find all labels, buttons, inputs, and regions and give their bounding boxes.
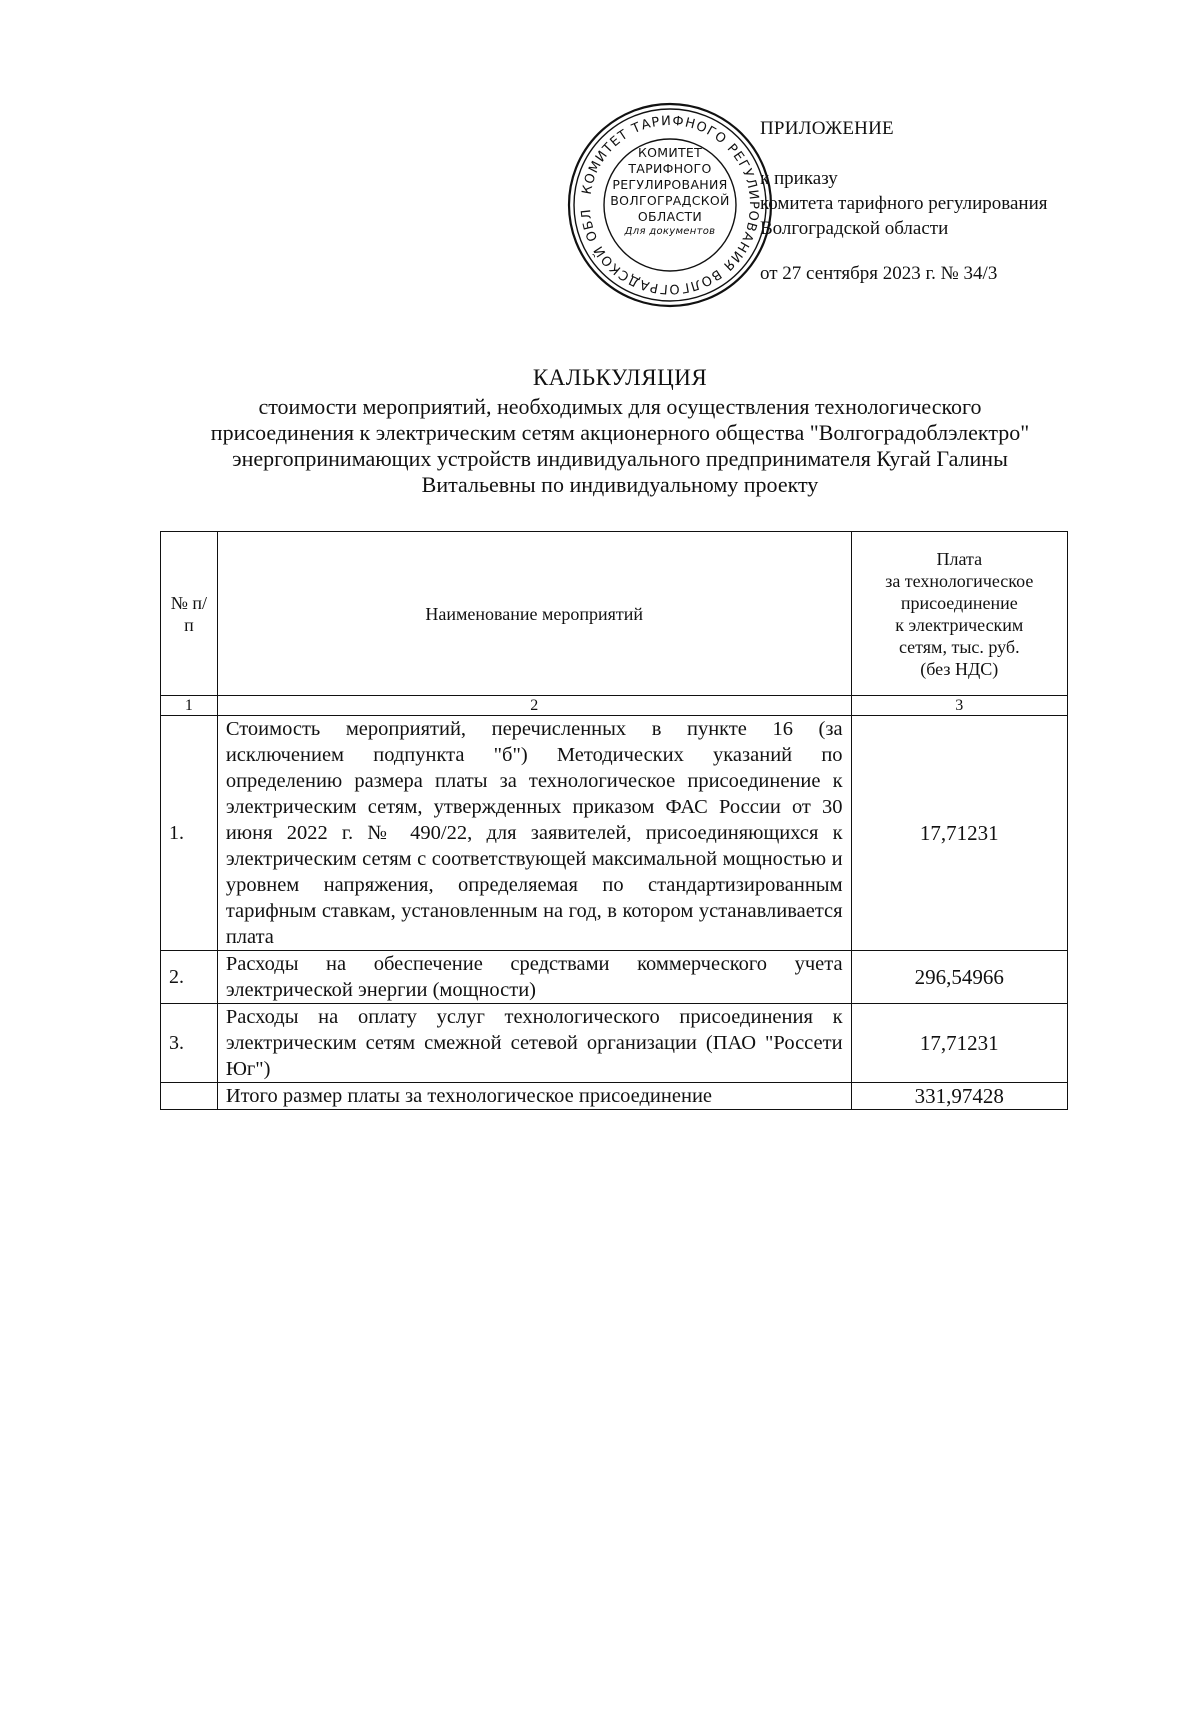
header-value-line: присоединение bbox=[900, 592, 1018, 613]
total-value: 331,97428 bbox=[851, 1083, 1067, 1110]
table-header-row bbox=[161, 532, 1068, 696]
subtitle-line: Витальевны по индивидуальному проекту bbox=[421, 472, 819, 497]
appendix-line-3: Волгоградской области bbox=[760, 218, 949, 239]
table-row bbox=[161, 716, 1068, 951]
header-number: № п/п bbox=[161, 532, 218, 696]
appendix-line-1: к приказу bbox=[760, 168, 838, 189]
calculation-table bbox=[160, 531, 1068, 1110]
seal-center-text: КОМИТЕТ ТАРИФНОГО РЕГУЛИРОВАНИЯ ВОЛГОГРАДСКОЙ ОБЛАСТИ Для документов bbox=[610, 145, 730, 237]
official-seal bbox=[565, 100, 775, 310]
column-number: 1 bbox=[161, 696, 218, 716]
seal-ring-text: КОМИТЕТ ТАРИФНОГО РЕГУЛИРОВАНИЯ ВОЛГОГРАДСКОЙ ОБЛ bbox=[578, 113, 762, 297]
column-number-row bbox=[161, 696, 1068, 716]
table-row bbox=[161, 1004, 1068, 1083]
appendix-header bbox=[760, 115, 1048, 284]
appendix-line-2: комитета тарифного регулирования bbox=[760, 193, 1048, 214]
subtitle-line: присоединения к электрическим сетям акционерного общества "Волгоградоблэлектро" bbox=[210, 420, 1030, 445]
row-number: 3. bbox=[161, 1004, 218, 1083]
subtitle-line: энергопринимающих устройств индивидуального предпринимателя Кугай Галины bbox=[232, 446, 1008, 471]
row-description: Расходы на оплату услуг технологического присоединения к электрическим сетям смежной сетевой организации (ПАО "Россети Юг") bbox=[217, 1004, 851, 1083]
total-number bbox=[161, 1083, 218, 1110]
header-value-line: (без НДС) bbox=[920, 658, 999, 679]
row-description: Расходы на обеспечение средствами коммерческого учета электрической энергии (мощности) bbox=[217, 951, 851, 1004]
total-label: Итого размер платы за технологическое присоединение bbox=[217, 1083, 851, 1110]
table-row bbox=[161, 951, 1068, 1004]
header-name: Наименование мероприятий bbox=[217, 532, 851, 696]
document-title-block bbox=[150, 365, 1090, 498]
appendix-title: ПРИЛОЖЕНИЕ bbox=[760, 118, 894, 139]
row-number: 1. bbox=[161, 716, 218, 951]
header-value-line: Плата bbox=[936, 548, 983, 569]
row-value: 296,54966 bbox=[851, 951, 1067, 1004]
header-value bbox=[851, 532, 1067, 696]
document-title: КАЛЬКУЛЯЦИЯ bbox=[532, 365, 708, 390]
row-number: 2. bbox=[161, 951, 218, 1004]
header-value-line: за технологическое bbox=[885, 570, 1034, 591]
total-row bbox=[161, 1083, 1068, 1110]
row-description: Стоимость мероприятий, перечисленных в пункте 16 (за исключением подпункта "б") Методических указаний по определению размера платы за технологическое присоединение к электрическим сетям, утвержденных приказом ФАС России от 30 июня 2022 г. № 490/22, для заявителей, присоединяющихся к электрическим сетям с соответствующей максимальной мощностью и уровнем напряжения, определяемая по стандартизированным тарифным ставкам, установленным на год, в котором устанавливается плата bbox=[217, 716, 851, 951]
subtitle-line: стоимости мероприятий, необходимых для осуществления технологического bbox=[258, 394, 982, 419]
header-value-line: к электрическим bbox=[895, 614, 1024, 635]
header-value-line: сетям, тыс. руб. bbox=[898, 636, 1020, 657]
appendix-date-number: от 27 сентября 2023 г. № 34/3 bbox=[760, 263, 998, 284]
row-value: 17,71231 bbox=[851, 716, 1067, 951]
column-number: 3 bbox=[851, 696, 1067, 716]
column-number: 2 bbox=[217, 696, 851, 716]
row-value: 17,71231 bbox=[851, 1004, 1067, 1083]
